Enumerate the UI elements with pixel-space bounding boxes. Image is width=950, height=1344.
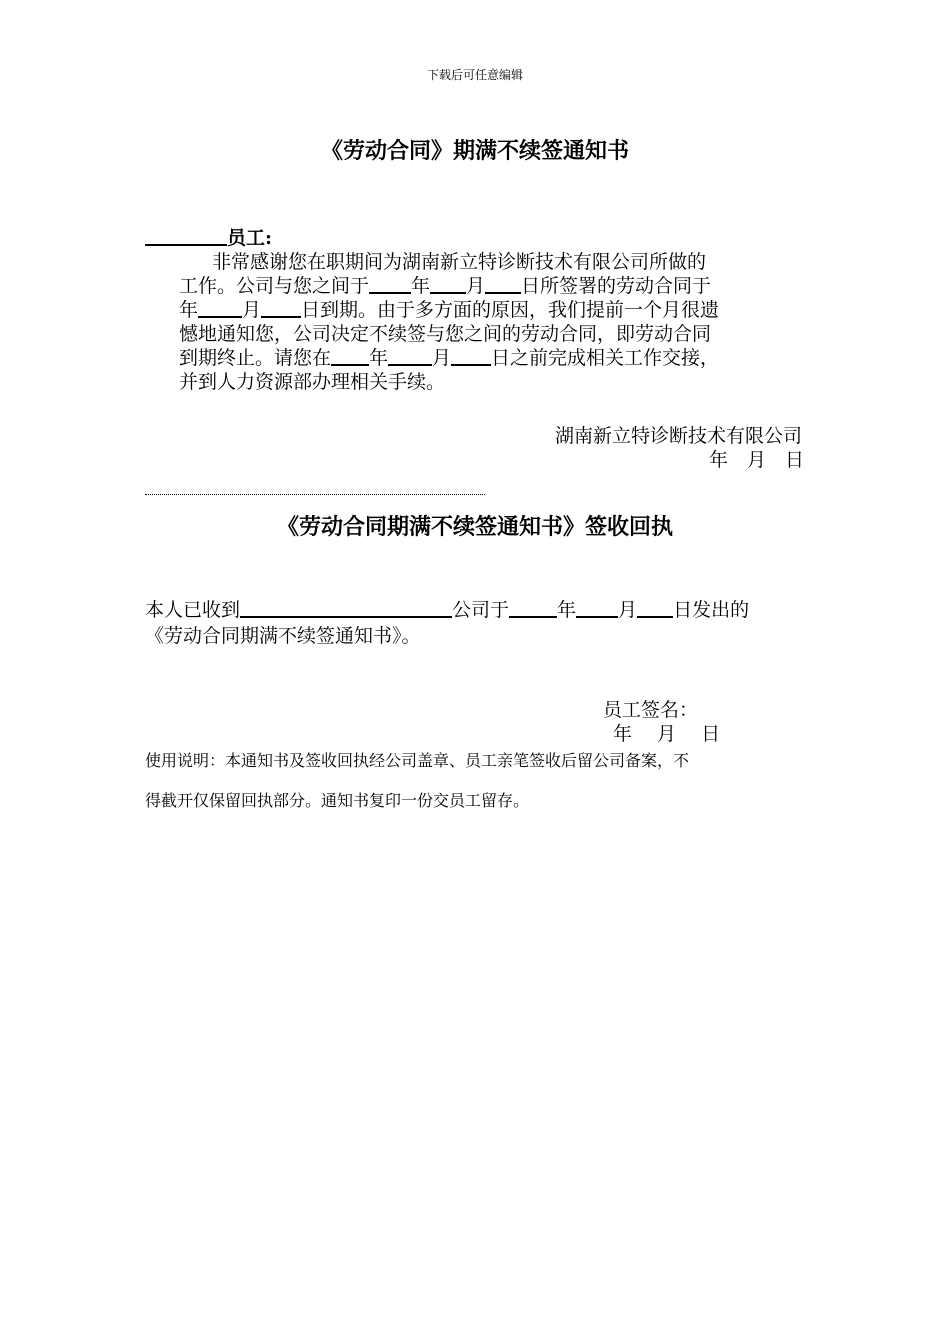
receipt-line-2: 《劳动合同期满不续签通知书》。	[145, 625, 421, 647]
notice-line-1: 非常感谢您在职期间为湖南新立特诊断技术有限公司所做的	[212, 251, 707, 273]
blank	[198, 298, 242, 318]
notice-line-3: 年 月 日到期。由于多方面的原因，我们提前一个月很遗	[179, 299, 720, 321]
notice-line-5: 到期终止。请您在 年 月 日之前完成相关工作交接，	[179, 347, 720, 369]
blank	[576, 598, 618, 618]
notice-line-4: 憾地通知您，公司决定不续签与您之间的劳动合同，即劳动合同	[179, 323, 712, 345]
company-name: 湖南新立特诊断技术有限公司	[554, 425, 802, 447]
blank	[509, 598, 557, 618]
receipt-line-1: 本人已收到 公司于 年 月 日发出的	[145, 599, 750, 621]
notice-line-2: 工作。公司与您之间于 年 月 日所签署的劳动合同于	[179, 275, 712, 297]
cut-line-divider	[145, 494, 485, 495]
employee-name-blank	[145, 226, 227, 246]
usage-note-line-1: 使用说明：本通知书及签收回执经公司盖章、员工亲笔签收后留公司备案，不	[145, 751, 690, 770]
employee-signature-label: 员工签名：	[603, 699, 699, 721]
notice-line-6: 并到人力资源部办理相关手续。	[179, 371, 446, 393]
receipt-title: 《劳动合同期满不续签通知书》签收回执	[276, 514, 673, 540]
company-blank	[240, 598, 452, 618]
blank	[388, 346, 432, 366]
blank	[637, 598, 673, 618]
receipt-date: 年 月 日	[613, 723, 721, 745]
notice-date: 年 月 日	[708, 449, 804, 471]
page-header-note: 下载后可任意编辑	[426, 68, 523, 82]
salutation: 员工:	[145, 226, 272, 250]
blank	[430, 274, 466, 294]
notice-title: 《劳动合同》期满不续签通知书	[320, 138, 629, 164]
blank	[485, 274, 521, 294]
blank	[451, 346, 491, 366]
blank	[369, 274, 411, 294]
blank	[331, 346, 369, 366]
usage-note-line-2: 得截开仅保留回执部分。通知书复印一份交员工留存。	[145, 791, 530, 810]
blank	[261, 298, 301, 318]
